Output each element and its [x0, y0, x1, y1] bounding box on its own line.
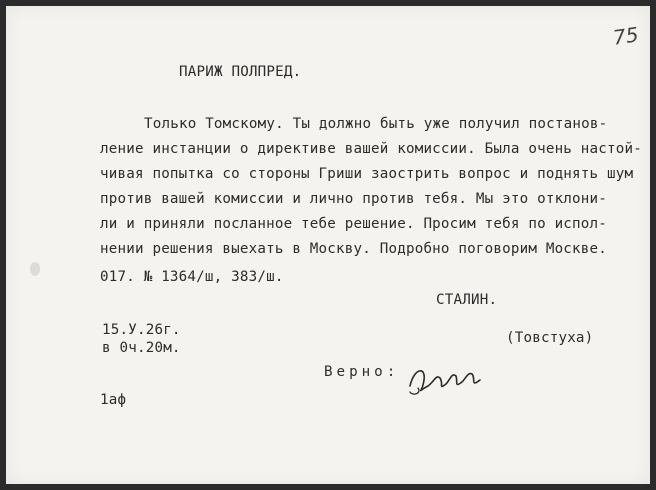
document-page: [6, 6, 650, 484]
folio-number: 75: [611, 22, 640, 50]
verno-label: Верно:: [324, 364, 400, 380]
signature-stalin: СТАЛИН.: [436, 292, 498, 308]
tovstukha-name: (Товстуха): [506, 330, 594, 346]
body-line-1: Только Томскому. Ты должно быть уже получил постанов-: [144, 116, 608, 132]
copy-mark: 1аф: [100, 392, 127, 408]
body-line-4: против вашей комиссии и лично против тебя. Мы это отклони-: [100, 191, 608, 207]
punch-hole-mark: [30, 262, 40, 276]
body-line-2: ление инстанции о директиве вашей комиссии. Была очень настой-: [100, 141, 642, 157]
date-line: 15.У.26г.: [102, 322, 181, 338]
handwritten-signature: [406, 358, 486, 398]
body-line-6: нении решения выехать в Москву. Подробно поговорим Москве.: [100, 241, 608, 257]
body-line-5: ли и приняли посланное тебе решение. Просим тебя по испол-: [100, 216, 608, 232]
time-line: в 0ч.20м.: [102, 340, 181, 356]
body-line-7: 017. № 1364/ш, 383/ш.: [100, 269, 284, 285]
body-line-3: чивая попытка со стороны Гриши заострить вопрос и поднять шум: [100, 166, 634, 182]
heading: ПАРИЖ ПОЛПРЕД.: [179, 64, 302, 80]
